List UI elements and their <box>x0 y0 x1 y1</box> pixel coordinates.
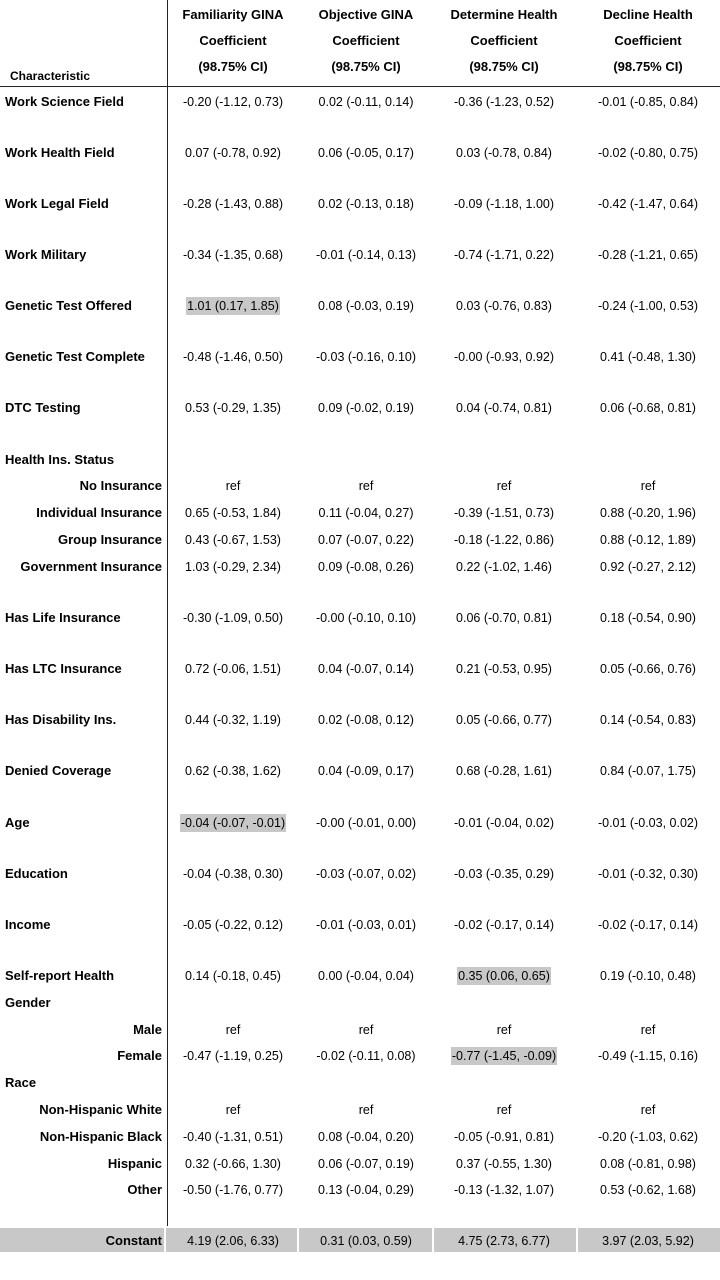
table-cell <box>579 475 717 497</box>
cell-value: ref <box>225 1103 241 1117</box>
table-cell <box>435 142 573 164</box>
cell-value: -0.03 (-0.07, 0.02) <box>315 867 417 881</box>
cell-value <box>503 1074 505 1092</box>
table-cell <box>297 475 435 497</box>
table-row <box>0 709 720 731</box>
table-row <box>0 295 720 317</box>
cell-value: 0.32 (-0.66, 1.30) <box>185 1157 281 1171</box>
table-cell <box>579 1072 717 1094</box>
table-cell <box>297 529 435 551</box>
table-cell <box>579 1230 717 1252</box>
cell-value: -0.42 (-1.47, 0.64) <box>597 197 699 211</box>
table-cell <box>297 914 435 936</box>
table-row <box>0 1019 720 1041</box>
cell-value <box>503 451 505 469</box>
cell-value: ref <box>225 479 241 493</box>
table-cell <box>297 812 435 834</box>
row-label: Male <box>133 1022 162 1037</box>
table-cell <box>579 142 717 164</box>
table-cell <box>297 295 435 317</box>
cell-value: 0.06 (-0.07, 0.19) <box>318 1157 414 1171</box>
cell-value: -0.00 (-0.10, 0.10) <box>315 611 417 625</box>
cell-value: 0.84 (-0.07, 1.75) <box>600 764 696 778</box>
table-cell <box>297 1179 435 1201</box>
table-cell <box>164 475 302 497</box>
row-label: Has Life Insurance <box>5 610 121 625</box>
table-cell <box>579 295 717 317</box>
table-cell <box>164 449 302 471</box>
table-row <box>0 529 720 551</box>
cell-value: -0.20 (-1.12, 0.73) <box>182 95 284 109</box>
cell-value: 0.04 (-0.09, 0.17) <box>318 764 414 778</box>
cell-value: ref <box>358 479 374 493</box>
cell-value: -0.40 (-1.31, 0.51) <box>182 1130 284 1144</box>
table-cell <box>435 914 573 936</box>
table-cell <box>579 1045 717 1067</box>
cell-value: -0.36 (-1.23, 0.52) <box>453 95 555 109</box>
cell-value: -0.24 (-1.00, 0.53) <box>597 299 699 313</box>
table-row <box>0 658 720 680</box>
row-label: Health Ins. Status <box>5 452 115 467</box>
row-label: Work Health Field <box>5 145 115 160</box>
cell-value: -0.03 (-0.16, 0.10) <box>315 350 417 364</box>
table-cell <box>164 1072 302 1094</box>
cell-value: 0.05 (-0.66, 0.76) <box>600 662 696 676</box>
table-cell <box>579 965 717 987</box>
cell-value: -0.18 (-1.22, 0.86) <box>453 533 555 547</box>
table-cell <box>435 1019 573 1041</box>
row-label: No Insurance <box>79 478 162 493</box>
table-cell <box>435 1099 573 1121</box>
table-row <box>0 556 720 578</box>
table-row <box>0 965 720 987</box>
table-cell <box>435 449 573 471</box>
cell-value: 0.41 (-0.48, 1.30) <box>600 350 696 364</box>
cell-value: 0.88 (-0.12, 1.89) <box>600 533 696 547</box>
row-label: Gender <box>5 995 51 1010</box>
cell-value: -0.04 (-0.38, 0.30) <box>182 867 284 881</box>
table-cell <box>435 1126 573 1148</box>
cell-value: 1.03 (-0.29, 2.34) <box>185 560 281 574</box>
table-row <box>0 812 720 834</box>
table-cell <box>579 449 717 471</box>
table-cell <box>435 244 573 266</box>
cell-value <box>365 451 367 469</box>
table-cell <box>435 556 573 578</box>
table-cell <box>164 965 302 987</box>
table-cell <box>435 992 573 1014</box>
table-cell <box>297 607 435 629</box>
table-row <box>0 449 720 471</box>
cell-value: 0.06 (-0.05, 0.17) <box>318 146 414 160</box>
table-cell <box>579 91 717 113</box>
cell-value: -0.01 (-0.04, 0.02) <box>453 816 555 830</box>
table-cell <box>297 1045 435 1067</box>
table-cell <box>435 397 573 419</box>
row-label: Non-Hispanic Black <box>39 1129 162 1144</box>
table-row <box>0 475 720 497</box>
table-row <box>0 244 720 266</box>
cell-value: -0.00 (-0.93, 0.92) <box>453 350 555 364</box>
row-label: Has LTC Insurance <box>5 661 122 676</box>
table-cell <box>579 529 717 551</box>
cell-value <box>503 994 505 1012</box>
table-cell <box>164 760 302 782</box>
cell-value: 0.31 (0.03, 0.59) <box>320 1234 412 1248</box>
significant-value: 1.01 (0.17, 1.85) <box>187 299 279 313</box>
cell-value: -0.01 (-0.03, 0.02) <box>597 816 699 830</box>
cell-value: 0.05 (-0.66, 0.77) <box>456 713 552 727</box>
cell-value: 0.00 (-0.04, 0.04) <box>318 969 414 983</box>
table-row <box>0 502 720 524</box>
table-cell <box>164 1019 302 1041</box>
table-row <box>0 397 720 419</box>
row-label: Non-Hispanic White <box>39 1102 162 1117</box>
cell-value: -0.30 (-1.09, 0.50) <box>182 611 284 625</box>
table-cell <box>579 992 717 1014</box>
cell-value: ref <box>640 1103 656 1117</box>
table-cell <box>297 91 435 113</box>
cell-value: 0.04 (-0.07, 0.14) <box>318 662 414 676</box>
cell-value: -0.02 (-0.17, 0.14) <box>453 918 555 932</box>
cell-value <box>365 994 367 1012</box>
cell-value: 0.92 (-0.27, 2.12) <box>600 560 696 574</box>
cell-value: -0.02 (-0.17, 0.14) <box>597 918 699 932</box>
cell-value: 0.22 (-1.02, 1.46) <box>456 560 552 574</box>
significant-value: 0.35 (0.06, 0.65) <box>458 969 550 983</box>
table-cell <box>297 709 435 731</box>
table-cell <box>297 1230 435 1252</box>
table-cell <box>164 658 302 680</box>
table-cell <box>579 760 717 782</box>
cell-value: 0.09 (-0.02, 0.19) <box>318 401 414 415</box>
table-cell <box>435 863 573 885</box>
table-cell <box>435 529 573 551</box>
row-label: Hispanic <box>107 1156 162 1171</box>
table-cell <box>297 502 435 524</box>
characteristic-header: Characteristic <box>10 69 91 83</box>
cell-value: 0.13 (-0.04, 0.29) <box>318 1183 414 1197</box>
table-cell <box>297 1126 435 1148</box>
table-cell <box>579 556 717 578</box>
table-cell <box>435 502 573 524</box>
cell-value: -0.01 (-0.03, 0.01) <box>315 918 417 932</box>
table-row <box>0 992 720 1014</box>
cell-value <box>365 1074 367 1092</box>
cell-value: ref <box>640 1023 656 1037</box>
table-cell <box>435 295 573 317</box>
cell-value: 0.08 (-0.03, 0.19) <box>318 299 414 313</box>
table-cell <box>435 346 573 368</box>
table-cell <box>435 812 573 834</box>
table-cell <box>579 607 717 629</box>
row-label: Constant <box>105 1233 162 1248</box>
cell-value: 0.53 (-0.29, 1.35) <box>185 401 281 415</box>
table-cell <box>579 812 717 834</box>
table-cell <box>579 397 717 419</box>
cell-value: -0.02 (-0.11, 0.08) <box>316 1049 416 1063</box>
cell-value <box>647 451 649 469</box>
table-cell <box>297 142 435 164</box>
table-cell <box>579 244 717 266</box>
table-cell <box>164 1045 302 1067</box>
cell-value: 0.06 (-0.70, 0.81) <box>456 611 552 625</box>
row-label: Individual Insurance <box>36 505 162 520</box>
table-cell <box>435 1153 573 1175</box>
table-row <box>0 1230 720 1252</box>
row-label: Work Military <box>5 247 87 262</box>
cell-value: 0.19 (-0.10, 0.48) <box>600 969 696 983</box>
table-cell <box>579 1019 717 1041</box>
cell-value: 0.07 (-0.78, 0.92) <box>185 146 281 160</box>
table-cell <box>579 193 717 215</box>
cell-value: 0.06 (-0.68, 0.81) <box>600 401 696 415</box>
table-cell <box>435 1072 573 1094</box>
cell-value: 0.62 (-0.38, 1.62) <box>185 764 281 778</box>
table-cell <box>579 1126 717 1148</box>
table-cell <box>164 295 302 317</box>
row-label: Genetic Test Complete <box>5 349 145 364</box>
cell-value: 0.44 (-0.32, 1.19) <box>185 713 281 727</box>
cell-value: -0.03 (-0.35, 0.29) <box>453 867 555 881</box>
cell-value: -0.49 (-1.15, 0.16) <box>597 1049 699 1063</box>
cell-value: ref <box>225 1023 241 1037</box>
cell-value: 4.19 (2.06, 6.33) <box>187 1234 279 1248</box>
cell-value: -0.48 (-1.46, 0.50) <box>182 350 284 364</box>
cell-value: ref <box>496 479 512 493</box>
row-label: Work Science Field <box>5 94 124 109</box>
table-row <box>0 1045 720 1067</box>
table-cell <box>435 965 573 987</box>
row-label: Race <box>5 1075 37 1090</box>
column-header-decline-health: Decline Health Coefficient (98.75% CI) <box>603 7 693 74</box>
table-cell <box>164 142 302 164</box>
row-label: Government Insurance <box>20 559 162 574</box>
row-label: Age <box>5 815 30 830</box>
table-cell <box>297 965 435 987</box>
table-cell <box>297 1072 435 1094</box>
table-cell <box>579 346 717 368</box>
cell-value: ref <box>358 1023 374 1037</box>
table-cell <box>297 556 435 578</box>
cell-value: -0.74 (-1.71, 0.22) <box>453 248 555 262</box>
table-cell <box>435 658 573 680</box>
table-row <box>0 1072 720 1094</box>
table-cell <box>297 244 435 266</box>
cell-value: -0.28 (-1.43, 0.88) <box>182 197 284 211</box>
cell-value: 0.07 (-0.07, 0.22) <box>318 533 414 547</box>
table-cell <box>579 1153 717 1175</box>
table-cell <box>164 556 302 578</box>
table-cell <box>297 1099 435 1121</box>
cell-value <box>647 994 649 1012</box>
table-cell <box>297 760 435 782</box>
cell-value: 0.08 (-0.04, 0.20) <box>318 1130 414 1144</box>
table-row <box>0 1153 720 1175</box>
row-label: Has Disability Ins. <box>5 712 117 727</box>
significant-value: -0.77 (-1.45, -0.09) <box>451 1049 557 1063</box>
cell-value: 0.03 (-0.78, 0.84) <box>456 146 552 160</box>
table-cell <box>164 529 302 551</box>
table-cell <box>164 91 302 113</box>
table-cell <box>435 91 573 113</box>
cell-value: 0.11 (-0.04, 0.27) <box>318 506 414 520</box>
cell-value: ref <box>496 1103 512 1117</box>
table-cell <box>164 502 302 524</box>
table-cell <box>297 397 435 419</box>
table-cell <box>579 914 717 936</box>
row-label: Denied Coverage <box>5 763 112 778</box>
cell-value: -0.13 (-1.32, 1.07) <box>453 1183 555 1197</box>
table-cell <box>579 502 717 524</box>
row-label: Genetic Test Offered <box>5 298 132 313</box>
table-cell <box>435 1045 573 1067</box>
table-cell <box>164 709 302 731</box>
cell-value: -0.01 (-0.85, 0.84) <box>597 95 699 109</box>
table-cell <box>164 1230 302 1252</box>
cell-value <box>232 451 234 469</box>
cell-value: -0.47 (-1.19, 0.25) <box>182 1049 284 1063</box>
table-cell <box>297 1153 435 1175</box>
cell-value <box>232 1074 234 1092</box>
table-cell <box>164 1153 302 1175</box>
table-cell <box>164 1126 302 1148</box>
table-row <box>0 346 720 368</box>
cell-value: -0.34 (-1.35, 0.68) <box>182 248 284 262</box>
cell-value: ref <box>640 479 656 493</box>
row-label: Education <box>5 866 68 881</box>
cell-value: 0.88 (-0.20, 1.96) <box>600 506 696 520</box>
table-cell <box>435 475 573 497</box>
table-cell <box>164 346 302 368</box>
table-cell <box>164 1179 302 1201</box>
table-cell <box>164 992 302 1014</box>
row-label: DTC Testing <box>5 400 81 415</box>
cell-value: -0.05 (-0.91, 0.81) <box>453 1130 555 1144</box>
table-cell <box>297 346 435 368</box>
significant-value: -0.04 (-0.07, -0.01) <box>180 816 286 830</box>
cell-value: 0.03 (-0.76, 0.83) <box>456 299 552 313</box>
table-cell <box>297 449 435 471</box>
table-cell <box>164 1099 302 1121</box>
row-label: Income <box>5 917 51 932</box>
cell-value: 0.08 (-0.81, 0.98) <box>600 1157 696 1171</box>
table-cell <box>164 193 302 215</box>
cell-value: -0.50 (-1.76, 0.77) <box>182 1183 284 1197</box>
column-header-objective-gina: Objective GINA Coefficient (98.75% CI) <box>318 7 414 74</box>
table-cell <box>435 1179 573 1201</box>
cell-value: -0.01 (-0.14, 0.13) <box>315 248 417 262</box>
table-cell <box>435 607 573 629</box>
table-row <box>0 863 720 885</box>
table-cell <box>435 1230 573 1252</box>
row-label: Female <box>117 1048 162 1063</box>
cell-value: ref <box>358 1103 374 1117</box>
column-header-familiarity-gina: Familiarity GINA Coefficient (98.75% CI) <box>182 7 284 74</box>
cell-value: 0.21 (-0.53, 0.95) <box>456 662 552 676</box>
table-cell <box>164 812 302 834</box>
cell-value <box>647 1074 649 1092</box>
cell-value: 0.43 (-0.67, 1.53) <box>185 533 281 547</box>
row-label: Other <box>127 1182 162 1197</box>
cell-value: 0.14 (-0.54, 0.83) <box>600 713 696 727</box>
row-label: Group Insurance <box>57 532 162 547</box>
cell-value: -0.00 (-0.01, 0.00) <box>315 816 417 830</box>
table-row <box>0 193 720 215</box>
cell-value <box>232 994 234 1012</box>
table-row <box>0 1126 720 1148</box>
table-row <box>0 1099 720 1121</box>
cell-value: 0.09 (-0.08, 0.26) <box>318 560 414 574</box>
cell-value: 0.65 (-0.53, 1.84) <box>185 506 281 520</box>
column-header-determine-health: Determine Health Coefficient (98.75% CI) <box>450 7 558 74</box>
row-label: Work Legal Field <box>5 196 109 211</box>
row-label: Self-report Health <box>5 968 115 983</box>
cell-value: 0.68 (-0.28, 1.61) <box>456 764 552 778</box>
table-cell <box>579 1179 717 1201</box>
table-row <box>0 914 720 936</box>
cell-value: 3.97 (2.03, 5.92) <box>602 1234 694 1248</box>
cell-value: -0.28 (-1.21, 0.65) <box>597 248 699 262</box>
cell-value: -0.39 (-1.51, 0.73) <box>453 506 555 520</box>
cell-value: -0.05 (-0.22, 0.12) <box>182 918 284 932</box>
table-cell <box>297 992 435 1014</box>
cell-value: 0.72 (-0.06, 1.51) <box>185 662 281 676</box>
table-cell <box>435 709 573 731</box>
cell-value: 0.37 (-0.55, 1.30) <box>456 1157 552 1171</box>
table-row <box>0 760 720 782</box>
table-cell <box>164 914 302 936</box>
table-cell <box>297 193 435 215</box>
cell-value: 0.02 (-0.08, 0.12) <box>318 713 414 727</box>
cell-value: -0.20 (-1.03, 0.62) <box>597 1130 699 1144</box>
table-cell <box>164 397 302 419</box>
cell-value: 0.04 (-0.74, 0.81) <box>456 401 552 415</box>
table-row <box>0 607 720 629</box>
cell-value: 0.02 (-0.11, 0.14) <box>318 95 414 109</box>
cell-value: 0.14 (-0.18, 0.45) <box>185 969 281 983</box>
table-cell <box>297 658 435 680</box>
cell-value: -0.01 (-0.32, 0.30) <box>597 867 699 881</box>
cell-value: 0.02 (-0.13, 0.18) <box>318 197 414 211</box>
cell-value: 0.18 (-0.54, 0.90) <box>600 611 696 625</box>
table-cell <box>164 607 302 629</box>
table-cell <box>435 760 573 782</box>
cell-value: -0.09 (-1.18, 1.00) <box>453 197 555 211</box>
table-row <box>0 142 720 164</box>
table-cell <box>435 193 573 215</box>
table-cell <box>579 658 717 680</box>
cell-value: 0.53 (-0.62, 1.68) <box>600 1183 696 1197</box>
table-row <box>0 1179 720 1201</box>
header-rule <box>0 86 720 87</box>
cell-value: ref <box>496 1023 512 1037</box>
cell-value: -0.02 (-0.80, 0.75) <box>597 146 699 160</box>
table-cell <box>297 1019 435 1041</box>
table-cell <box>164 863 302 885</box>
table-cell <box>164 244 302 266</box>
table-cell <box>579 1099 717 1121</box>
table-cell <box>579 709 717 731</box>
table-cell <box>579 863 717 885</box>
table-cell <box>297 863 435 885</box>
cell-value: 4.75 (2.73, 6.77) <box>458 1234 550 1248</box>
table-row <box>0 91 720 113</box>
